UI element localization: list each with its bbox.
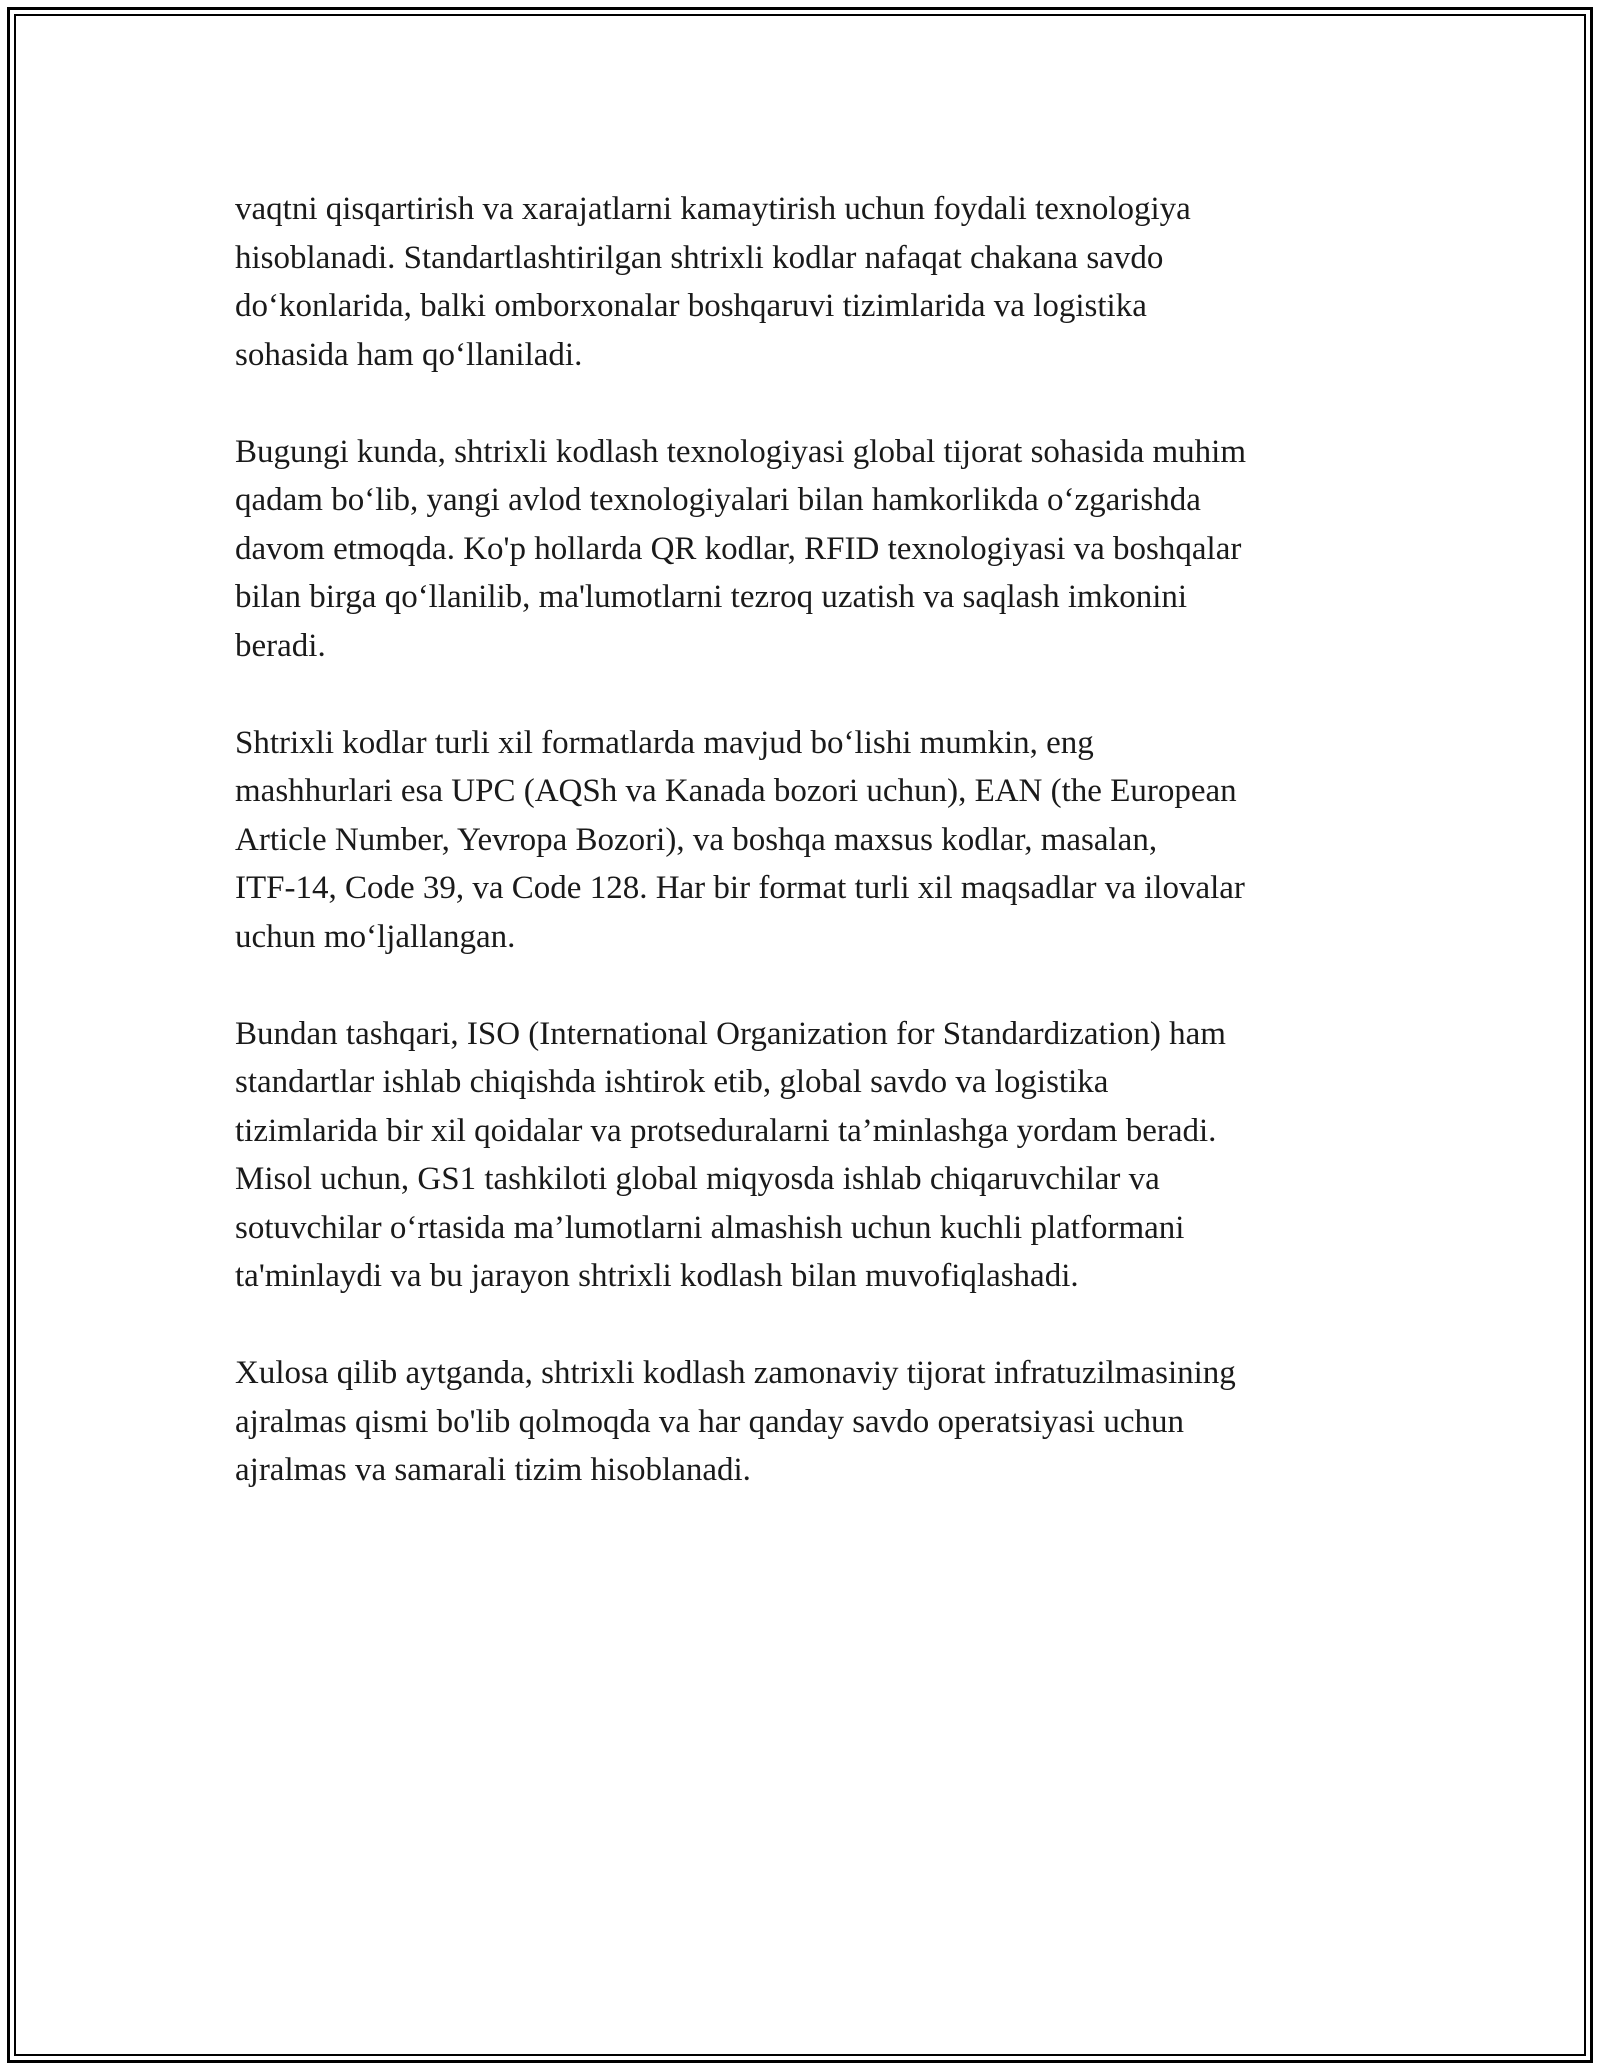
paragraph: Xulosa qilib aytganda, shtrixli kodlash zamonaviy tijorat infratuzilmasining ajralmas qismi bo'lib qolmoqda va har qanday savdo operatsiyasi uchun ajralmas va samarali tizim hisoblanadi. xyxy=(235,1355,1236,1488)
paragraph: vaqtni qisqartirish va xarajatlarni kamaytirish uchun foydali texnologiya hisoblanadi. Standartlashtirilgan shtrixli kodlar nafaqat chakana savdo do‘konlarida, balki omborxonalar boshqaruvi tizimlarida va logistika sohasida ham qo‘llaniladi. xyxy=(235,191,1191,373)
document-body xyxy=(235,185,1365,1543)
paragraph: Bundan tashqari, ISO (International Organization for Standardization) ham standartlar ishlab chiqishda ishtirok etib, global savdo va logistika tizimlarida bir xil qoidalar va protseduralarni ta’minlashga yordam beradi. Misol uchun, GS1 tashkiloti global miqyosda ishlab chiqaruvchilar va sotuvchilar o‘rtasida ma’lumotlarni almashish uchun kuchli platformani ta'minlaydi va bu jarayon shtrixli kodlash bilan muvofiqlashadi. xyxy=(235,1015,1226,1294)
paragraph: Shtrixli kodlar turli xil formatlarda mavjud bo‘lishi mumkin, eng mashhurlari esa UPC (AQSh va Kanada bozori uchun), EAN (the European Article Number, Yevropa Bozori), va boshqa maxsus kodlar, masalan, ITF-14, Code 39, va Code 128. Har bir format turli xil maqsadlar va ilovalar uchun mo‘ljallangan. xyxy=(235,724,1245,955)
paragraph: Bugungi kunda, shtrixli kodlash texnologiyasi global tijorat sohasida muhim qadam bo‘lib, yangi avlod texnologiyalari bilan hamkorlikda o‘zgarishda davom etmoqda. Ko'p hollarda QR kodlar, RFID texnologiyasi va boshqalar bilan birga qo‘llanilib, ma'lumotlarni tezroq uzatish va saqlash imkonini beradi. xyxy=(235,433,1246,664)
